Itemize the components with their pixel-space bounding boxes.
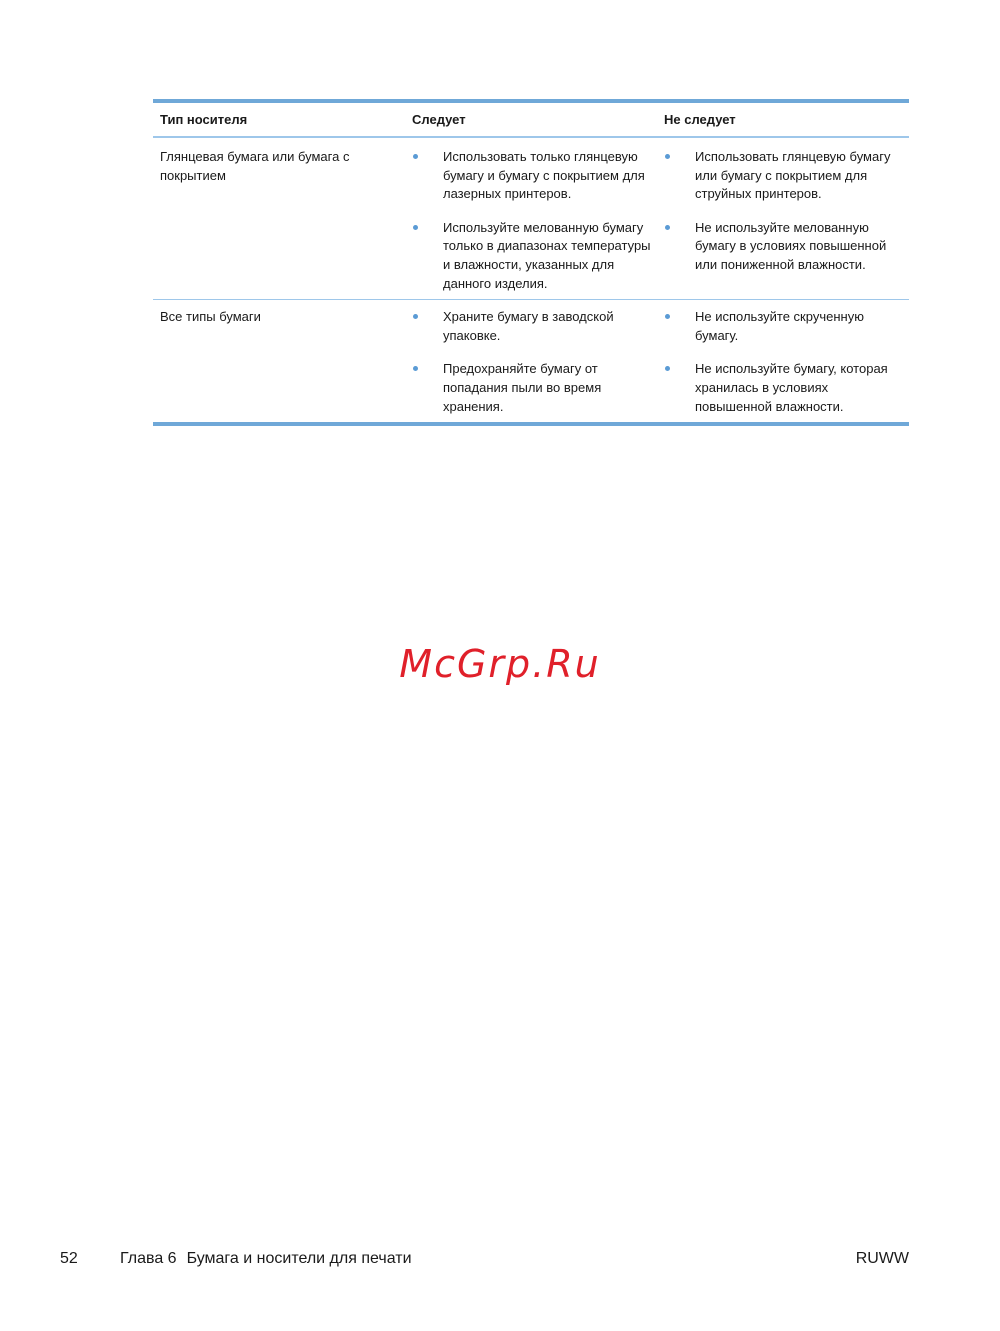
- table-row: [153, 300, 909, 422]
- bullet-icon: [665, 225, 670, 230]
- chapter-number: Глава 6: [120, 1250, 177, 1267]
- page-footer: [0, 1250, 1000, 1272]
- list-item-text: Используйте мелованную бумагу только в диапазонах температуры и влажности, указанных для данного изделия.: [443, 219, 651, 291]
- dont-list: [664, 148, 909, 275]
- do-list: [412, 148, 657, 293]
- do-cell: [405, 148, 657, 293]
- list-item: [412, 219, 657, 293]
- bullet-icon: [665, 154, 670, 159]
- list-item-text: Использовать только глянцевую бумагу и бумагу с покрытием для лазерных принтеров.: [443, 149, 645, 202]
- chapter-title: Бумага и носители для печати: [186, 1250, 412, 1267]
- bullet-icon: [665, 314, 670, 319]
- header-media-type: Тип носителя: [160, 112, 248, 127]
- bullet-icon: [413, 154, 418, 159]
- do-cell: [405, 308, 657, 416]
- dont-cell: [657, 308, 909, 416]
- list-item-text: Использовать глянцевую бумагу или бумагу с покрытием для струйных принтеров.: [695, 149, 891, 202]
- list-item-text: Предохраняйте бумагу от попадания пыли во время хранения.: [443, 361, 602, 414]
- media-guidelines-table: [153, 99, 909, 426]
- list-item: [664, 360, 909, 416]
- dont-cell: [657, 148, 909, 293]
- bullet-icon: [413, 225, 418, 230]
- watermark-logo: McGrp.Ru: [399, 642, 601, 686]
- table-header: [153, 103, 909, 138]
- header-dont: Не следует: [664, 112, 736, 127]
- list-item-text: Не используйте бумагу, которая хранилась в условиях повышенной влажности.: [695, 361, 888, 414]
- list-item: [664, 148, 909, 204]
- list-item: [412, 360, 657, 416]
- bullet-icon: [665, 366, 670, 371]
- media-type-cell: Глянцевая бумага или бумага с покрытием: [160, 149, 350, 183]
- list-item-text: Не используйте скрученную бумагу.: [695, 309, 864, 343]
- list-item: [412, 148, 657, 204]
- list-item-text: Не используйте мелованную бумагу в условиях повышенной или пониженной влажности.: [695, 219, 887, 272]
- bullet-icon: [413, 314, 418, 319]
- bullet-icon: [413, 366, 418, 371]
- dont-list: [664, 308, 909, 416]
- chapter-label: [120, 1250, 412, 1268]
- page-number: 52: [60, 1250, 78, 1267]
- header-do: Следует: [412, 112, 466, 127]
- list-item: [664, 308, 909, 345]
- table-row: [153, 138, 909, 300]
- list-item-text: Храните бумагу в заводской упаковке.: [443, 309, 614, 343]
- list-item: [664, 219, 909, 275]
- list-item: [412, 308, 657, 345]
- document-code: RUWW: [855, 1250, 909, 1267]
- do-list: [412, 308, 657, 416]
- media-type-cell: Все типы бумаги: [160, 309, 261, 325]
